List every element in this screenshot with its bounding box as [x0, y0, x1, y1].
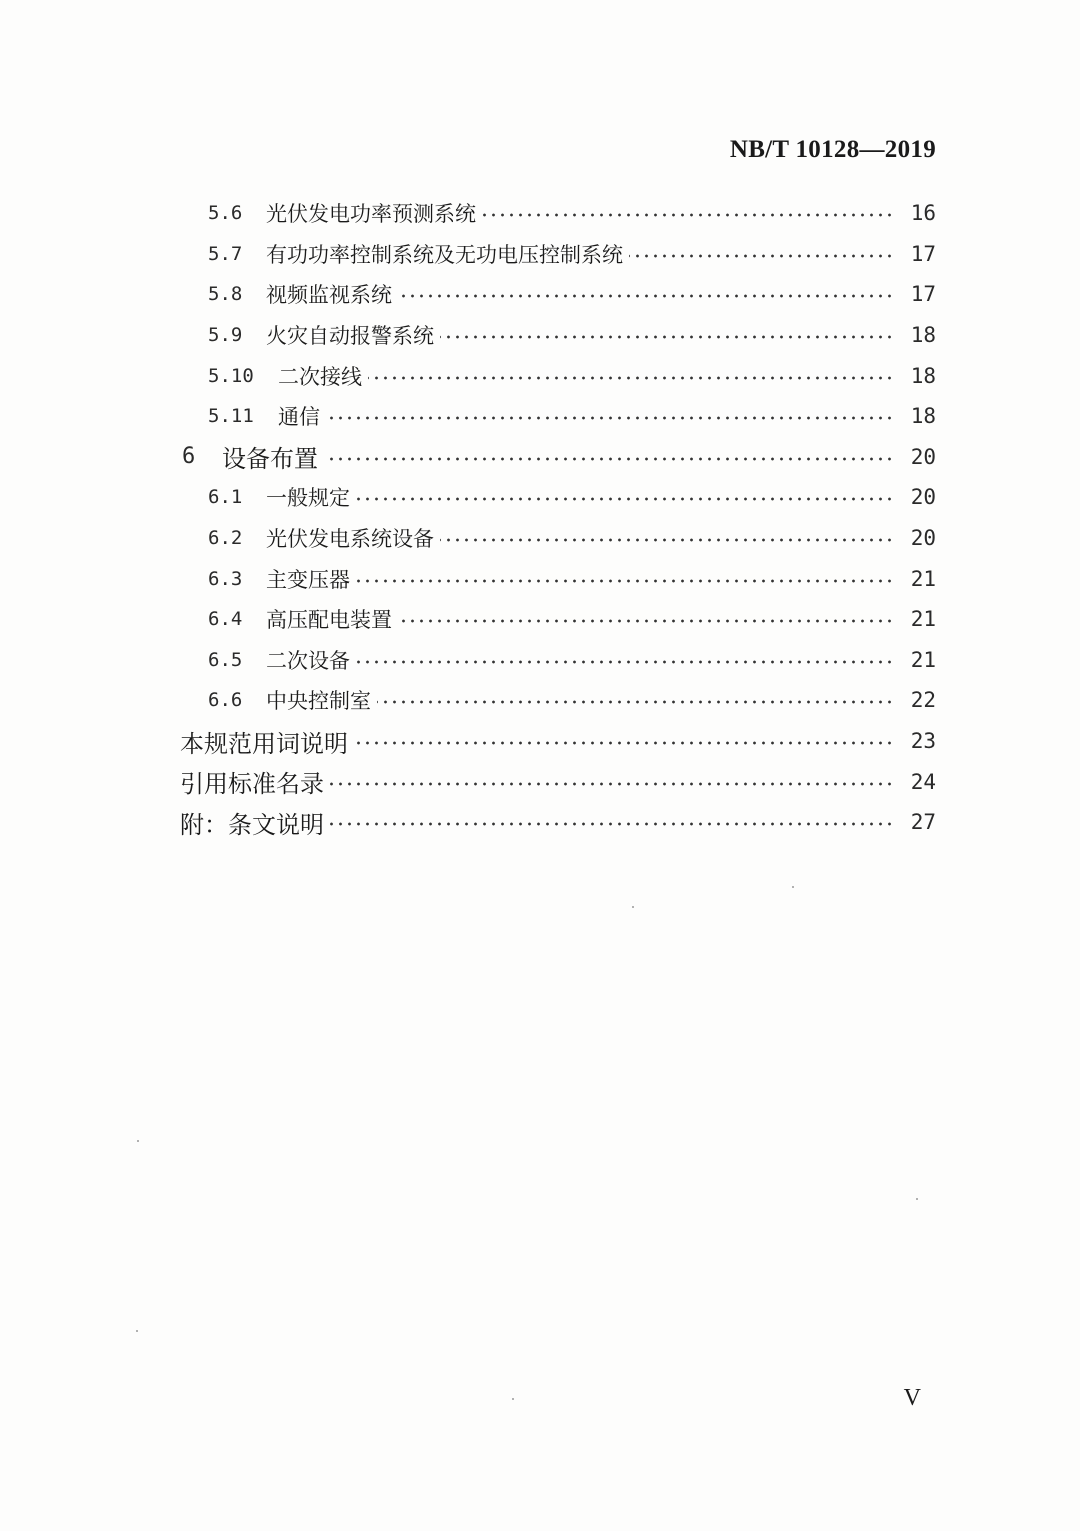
- toc-page-number: 22: [905, 688, 936, 712]
- toc-page-number: 27: [905, 810, 936, 834]
- toc-page-number: 23: [905, 729, 936, 753]
- toc-title: 高压配电装置: [266, 604, 398, 634]
- leader-dots: [482, 213, 894, 217]
- toc-page-number: 24: [905, 770, 936, 794]
- toc-page-number: 17: [905, 242, 936, 266]
- leader-dots: [377, 700, 894, 704]
- toc-entry-6-2[interactable]: [180, 518, 936, 559]
- toc-number: 6.6: [208, 689, 243, 712]
- toc-entry-5-8[interactable]: [180, 274, 936, 315]
- toc-title: 视频监视系统: [266, 279, 398, 309]
- toc-number: 5.10: [208, 364, 254, 387]
- toc-title: 主变压器: [266, 564, 356, 594]
- leader-dots: [356, 660, 894, 664]
- toc-number: 5.8: [208, 283, 243, 306]
- page-folio: V: [903, 1385, 921, 1411]
- leader-dots: [356, 497, 894, 501]
- toc-title: 通信: [278, 401, 326, 431]
- toc-title: 附：条文说明: [180, 805, 330, 840]
- leader-dots: [440, 538, 894, 542]
- toc-entry-5-11[interactable]: [180, 396, 936, 437]
- leader-dots: [326, 416, 894, 420]
- toc-number: 5.9: [208, 324, 243, 347]
- toc-number: 5.6: [208, 202, 243, 225]
- toc-number: 6.2: [208, 527, 243, 550]
- leader-dots: [398, 619, 894, 623]
- toc-entry-5-6[interactable]: [180, 193, 936, 234]
- toc-entry-explanation[interactable]: [180, 802, 936, 843]
- toc-title: 二次接线: [278, 361, 368, 391]
- toc-title: 本规范用词说明: [180, 724, 354, 759]
- toc-title: 一般规定: [266, 482, 356, 512]
- toc-entry-6-1[interactable]: [180, 477, 936, 518]
- scan-speck: [512, 1398, 514, 1400]
- leader-dots: [354, 741, 894, 745]
- toc-title: 设备布置: [222, 439, 324, 474]
- toc-page-number: 17: [905, 282, 936, 306]
- standard-code: NB/T 10128—2019: [729, 136, 936, 163]
- leader-dots: [398, 294, 894, 298]
- toc-page-number: 20: [905, 485, 936, 509]
- toc-number: 6.4: [208, 608, 243, 631]
- leader-dots: [356, 579, 894, 583]
- toc-entry-references[interactable]: [180, 761, 936, 802]
- toc-entry-6[interactable]: [180, 437, 936, 478]
- toc-page-number: 18: [905, 404, 936, 428]
- scan-speck: [137, 1140, 139, 1142]
- toc-entry-5-7[interactable]: [180, 234, 936, 275]
- toc-title: 火灾自动报警系统: [266, 320, 440, 350]
- toc-page-number: 18: [905, 323, 936, 347]
- toc-entry-6-6[interactable]: [180, 680, 936, 721]
- toc-title: 二次设备: [266, 645, 356, 675]
- toc-title: 引用标准名录: [180, 764, 330, 799]
- scan-speck: [916, 1198, 918, 1200]
- scan-speck: [136, 1330, 138, 1332]
- toc-title: 有功功率控制系统及无功电压控制系统: [266, 239, 629, 269]
- scan-speck: [792, 886, 794, 888]
- leader-dots: [440, 335, 894, 339]
- toc-entry-5-9[interactable]: [180, 315, 936, 356]
- leader-dots: [330, 782, 894, 786]
- leader-dots: [324, 457, 894, 461]
- toc-page-number: 21: [905, 648, 936, 672]
- toc-entry-terms[interactable]: [180, 721, 936, 762]
- toc-number: 5.11: [208, 405, 254, 428]
- toc-page-number: 20: [905, 526, 936, 550]
- toc-page-number: 18: [905, 364, 936, 388]
- scan-speck: [632, 906, 634, 908]
- toc-entry-5-10[interactable]: [180, 355, 936, 396]
- toc-number: 6: [182, 444, 196, 470]
- toc-entry-6-5[interactable]: [180, 640, 936, 681]
- leader-dots: [330, 822, 894, 826]
- toc-title: 中央控制室: [266, 685, 377, 715]
- toc-page-number: 20: [905, 445, 936, 469]
- toc-entry-6-4[interactable]: [180, 599, 936, 640]
- table-of-contents: [180, 193, 936, 843]
- toc-number: 6.5: [208, 648, 243, 671]
- toc-title: 光伏发电系统设备: [266, 523, 440, 553]
- toc-page-number: 16: [905, 201, 936, 225]
- toc-number: 6.3: [208, 567, 243, 590]
- toc-number: 5.7: [208, 242, 243, 265]
- toc-page-number: 21: [905, 607, 936, 631]
- leader-dots: [629, 254, 894, 258]
- toc-number: 6.1: [208, 486, 243, 509]
- toc-page-number: 21: [905, 567, 936, 591]
- toc-title: 光伏发电功率预测系统: [266, 198, 482, 228]
- toc-entry-6-3[interactable]: [180, 558, 936, 599]
- leader-dots: [368, 376, 894, 380]
